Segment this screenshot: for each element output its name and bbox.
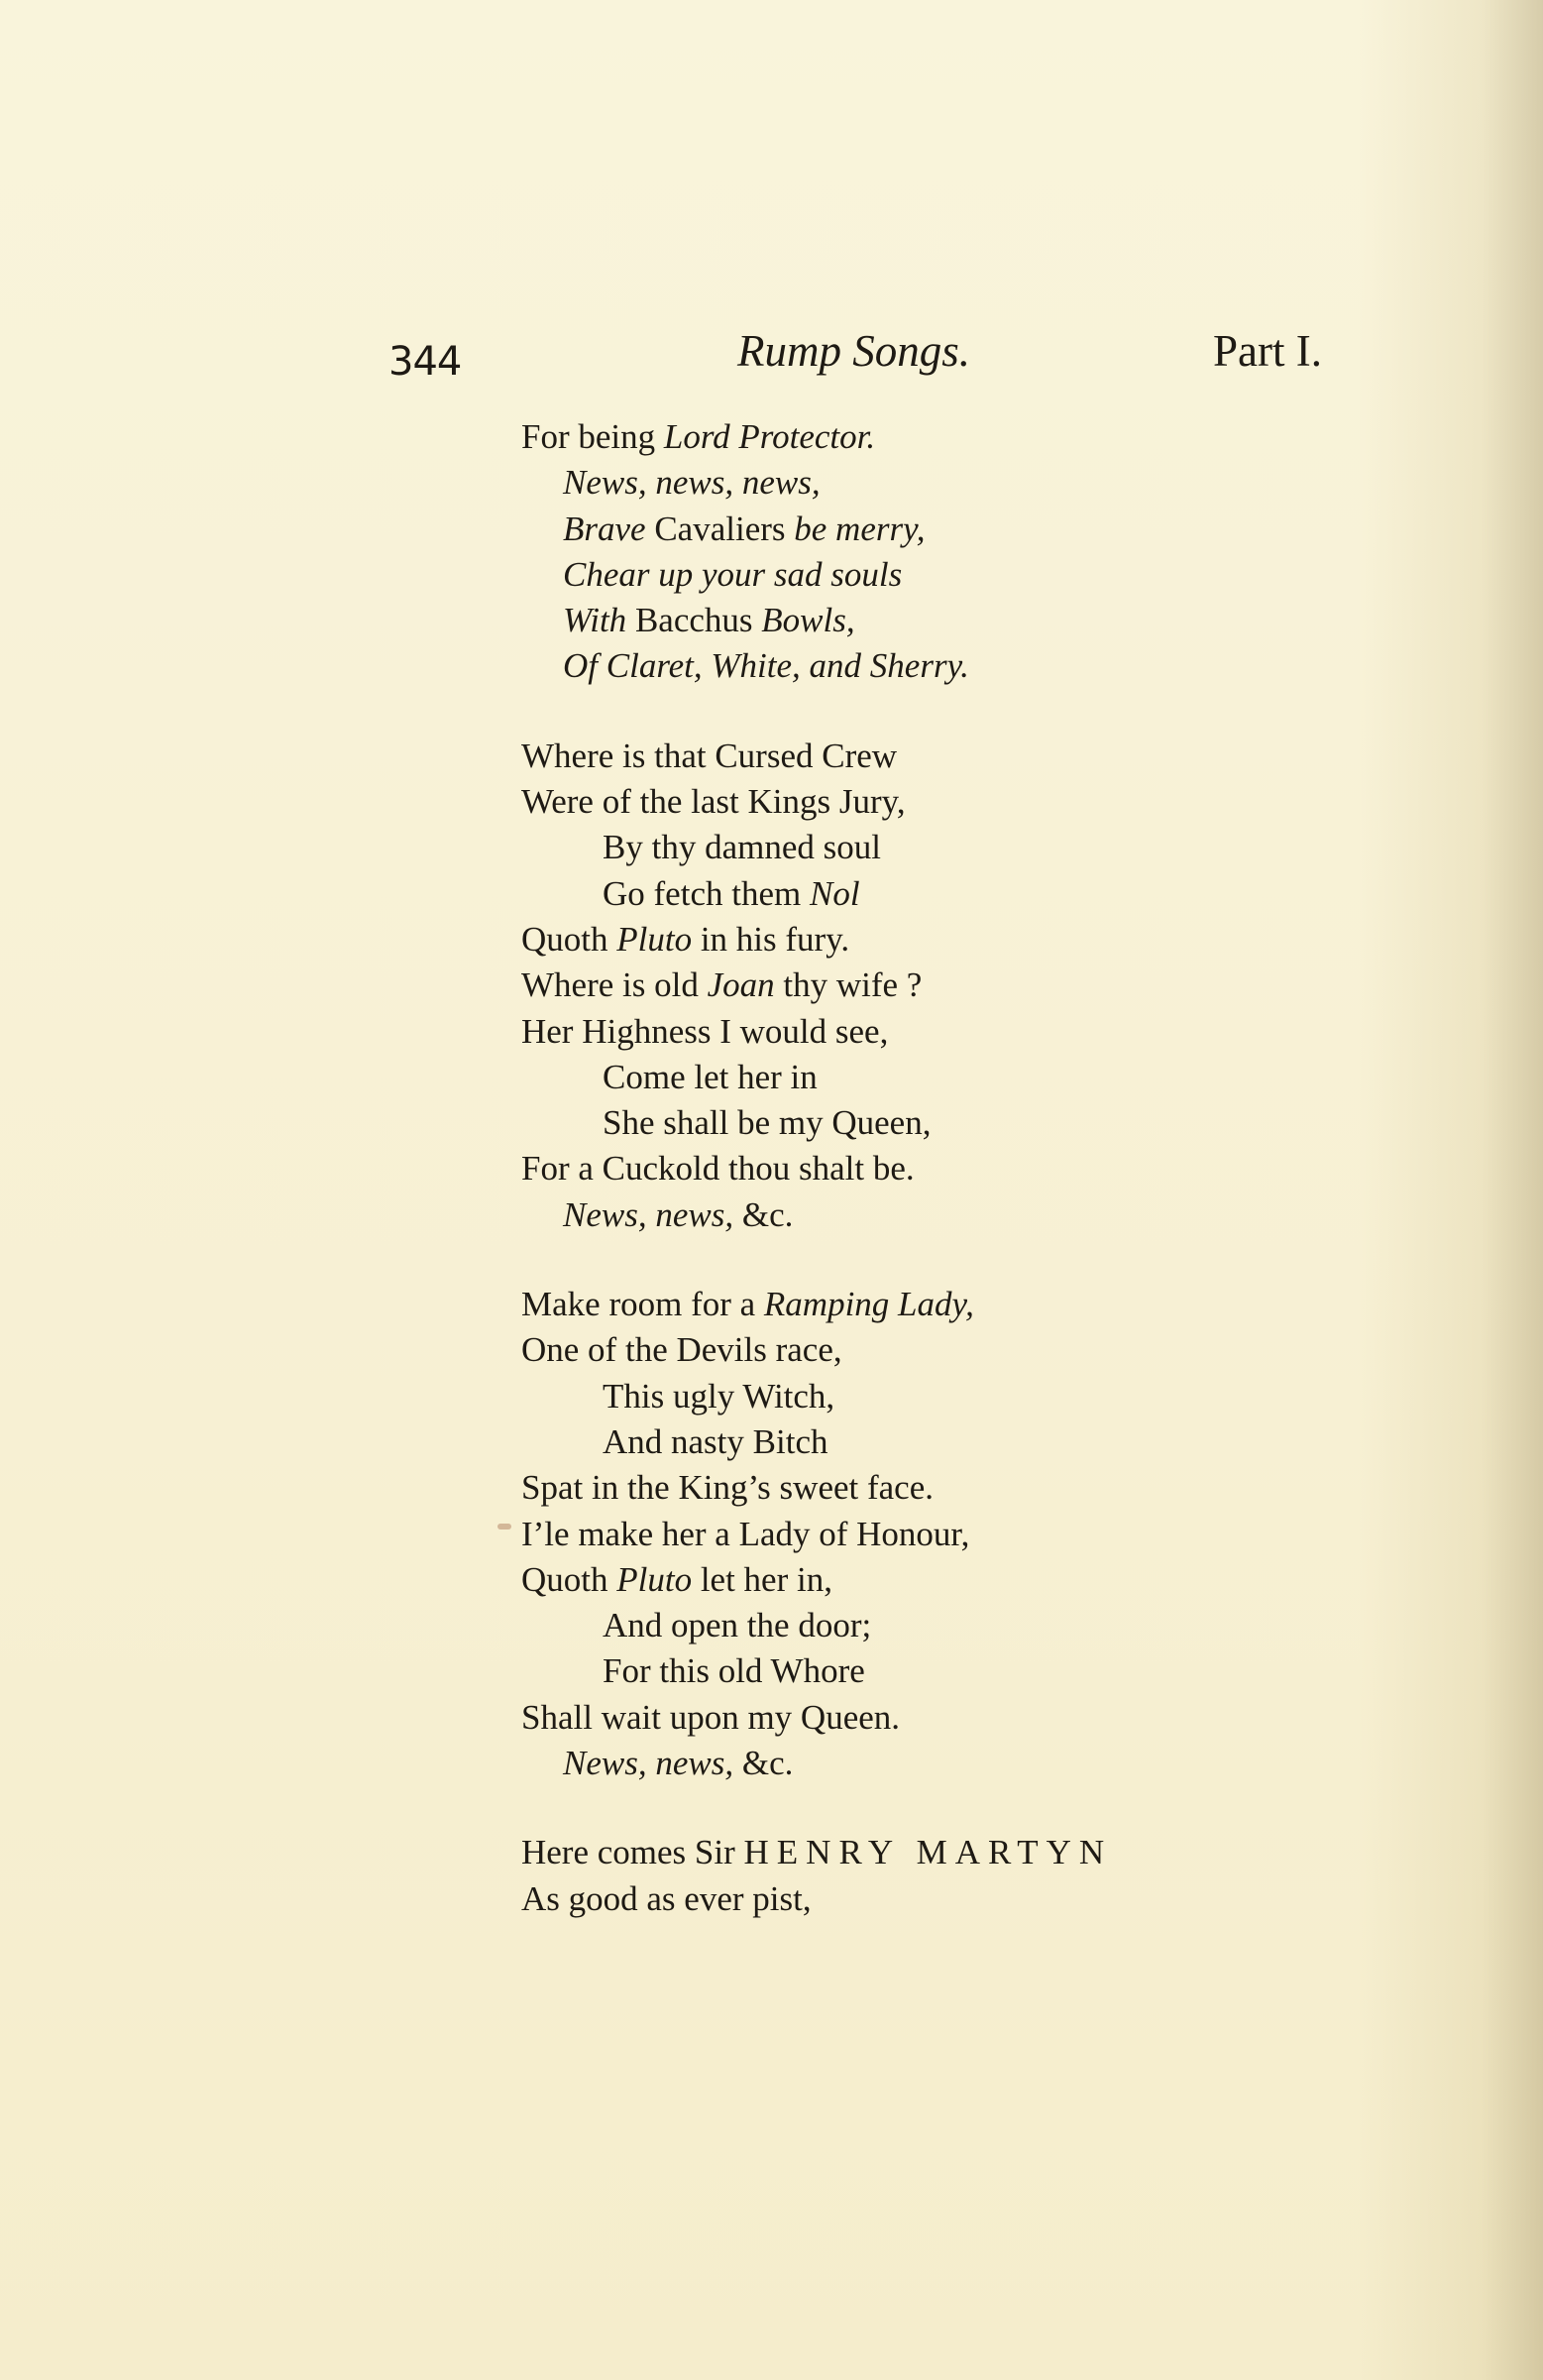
running-title: Rump Songs.: [737, 326, 970, 376]
poem-line: Spat in the King’s sweet face.: [521, 1468, 935, 1508]
stanza-4: [521, 1830, 1413, 1922]
poem-line: News, news, &c.: [563, 1744, 794, 1783]
poem-line: Come let her in: [603, 1057, 818, 1096]
stanza-3: [521, 1282, 1413, 1786]
poem-line: Where is that Cursed Crew: [521, 736, 898, 775]
poem-line: As good as ever pist,: [521, 1878, 812, 1918]
poem-line: She shall be my Queen,: [603, 1103, 932, 1143]
poem-line: Quoth Pluto in his fury.: [521, 919, 850, 959]
poem-line: Chear up your sad souls: [563, 554, 903, 594]
poem-line: News, news, &c.: [563, 1194, 794, 1234]
poem-line: This ugly Witch,: [603, 1376, 835, 1416]
poem-line: Brave Cavaliers be merry,: [563, 509, 926, 548]
poem-line: Make room for a Ramping Lady,: [521, 1285, 974, 1324]
poem-line: News, news, news,: [563, 463, 821, 503]
poem-line: And open the door;: [603, 1606, 872, 1645]
poem-line: Go fetch them Nol: [603, 873, 860, 913]
ink-mark: [497, 1524, 511, 1530]
poem-line: For a Cuckold thou shalt be.: [521, 1149, 915, 1189]
poem-line: And nasty Bitch: [603, 1421, 828, 1461]
poem-line: With Bacchus Bowls,: [563, 601, 855, 640]
stanza-2: [521, 734, 1413, 1238]
poem-line: Were of the last Kings Jury,: [521, 782, 906, 822]
poem-line: Of Claret, White, and Sherry.: [563, 646, 969, 686]
poem-line: Where is old Joan thy wife ?: [521, 965, 923, 1005]
poem-line: I’le make her a Lady of Honour,: [521, 1514, 970, 1553]
poem-line: Shall wait upon my Queen.: [521, 1697, 901, 1737]
poem-line: Quoth Pluto let her in,: [521, 1559, 832, 1599]
poem-body: [521, 414, 1413, 1966]
poem-line: Here comes Sir HENRY MARTYN: [521, 1833, 1113, 1872]
part-label: Part I.: [1213, 326, 1322, 376]
poem-line: Her Highness I would see,: [521, 1011, 889, 1051]
stanza-1: [521, 414, 1413, 690]
page-number: 344: [388, 339, 462, 385]
poem-line: For being Lord Protector.: [521, 417, 876, 456]
poem-line: By thy damned soul: [603, 828, 881, 867]
poem-line: For this old Whore: [603, 1651, 865, 1691]
poem-line: One of the Devils race,: [521, 1330, 842, 1370]
page-header: [0, 315, 1543, 395]
